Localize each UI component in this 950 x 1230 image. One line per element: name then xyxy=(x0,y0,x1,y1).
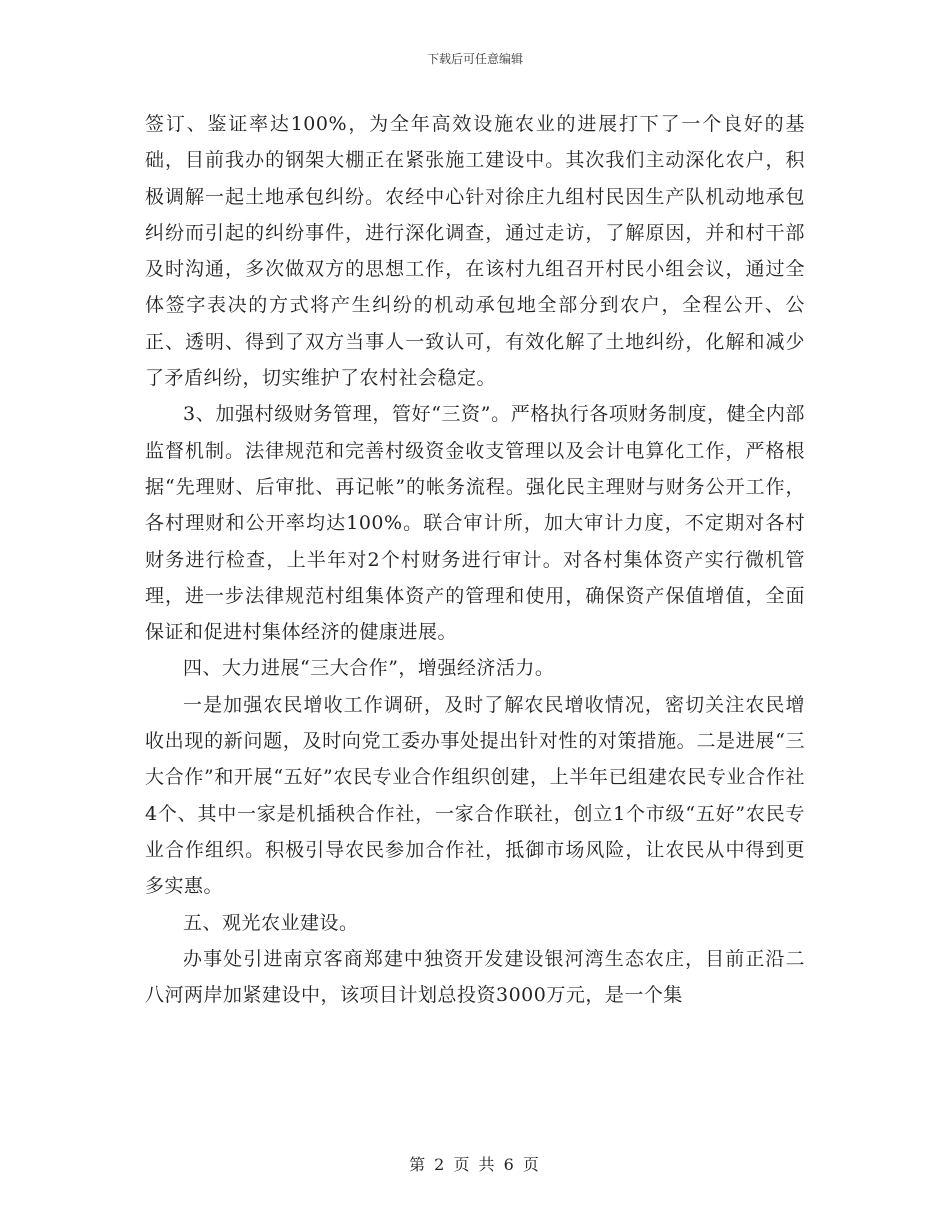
page-header: 下载后可任意编辑 xyxy=(426,52,523,66)
paragraph-3: 一是加强农民增收工作调研，及时了解农民增收情况，密切关注农民增收出现的新问题，及时向党工委办事处提出针对性的对策措施。二是进展“三大合作”和开展“五好”农民专业合作组织创建，上半年已组建农民专业合作社4个、其中一家是机插秧合作社，一家合作联社，创立1个市级“五好”农民专业合作组织。积极引导农民参加合作社，抵御市场风险，让农民从中得到更多实惠。 xyxy=(145,693,805,898)
paragraph-1: 签订、鉴证率达100%，为全年高效设施农业的进展打下了一个良好的基础，目前我办的钢架大棚正在紧张施工建设中。其次我们主动深化农户，积极调解一起土地承包纠纷。农经中心针对徐庄九组村民因生产队机动地承包纠纷而引起的纠纷事件，进行深化调查，通过走访，了解原因，并和村干部及时沟通，多次做双方的思想工作，在该村九组召开村民小组会议，通过全体签字表决的方式将产生纠纷的机动承包地全部分到农户，全程公开、公正、透明、得到了双方当事人一致认可，有效化解了土地纠纷，化解和减少了矛盾纠纷，切实维护了农村社会稳定。 xyxy=(145,113,805,390)
section-heading-5: 五、观光农业建设。 xyxy=(183,911,359,934)
document-body xyxy=(145,106,805,1013)
section-heading-4: 四、大力进展“三大合作”，增强经济活力。 xyxy=(183,657,555,680)
page-number-footer: 第 2 页 共 6 页 xyxy=(409,1155,541,1174)
paragraph-4: 办事处引进南京客商郑建中独资开发建设银河湾生态农庄，目前正沿二八河两岸加紧建设中，该项目计划总投资3000万元，是一个集 xyxy=(145,947,805,1007)
paragraph-2: 3、加强村级财务管理，管好“三资”。严格执行各项财务制度，健全内部监督机制。法律规范和完善村级资金收支管理以及会计电算化工作，严格根据“先理财、后审批、再记帐”的帐务流程。强化民主理财与财务公开工作，各村理财和公开率均达100%。联合审计所，加大审计力度，不定期对各村财务进行检查，上半年对2个村财务进行审计。对各村集体资产实行微机管理，进一步法律规范村组集体资产的管理和使用，确保资产保值增值，全面保证和促进村集体经济的健康进展。 xyxy=(145,403,805,644)
